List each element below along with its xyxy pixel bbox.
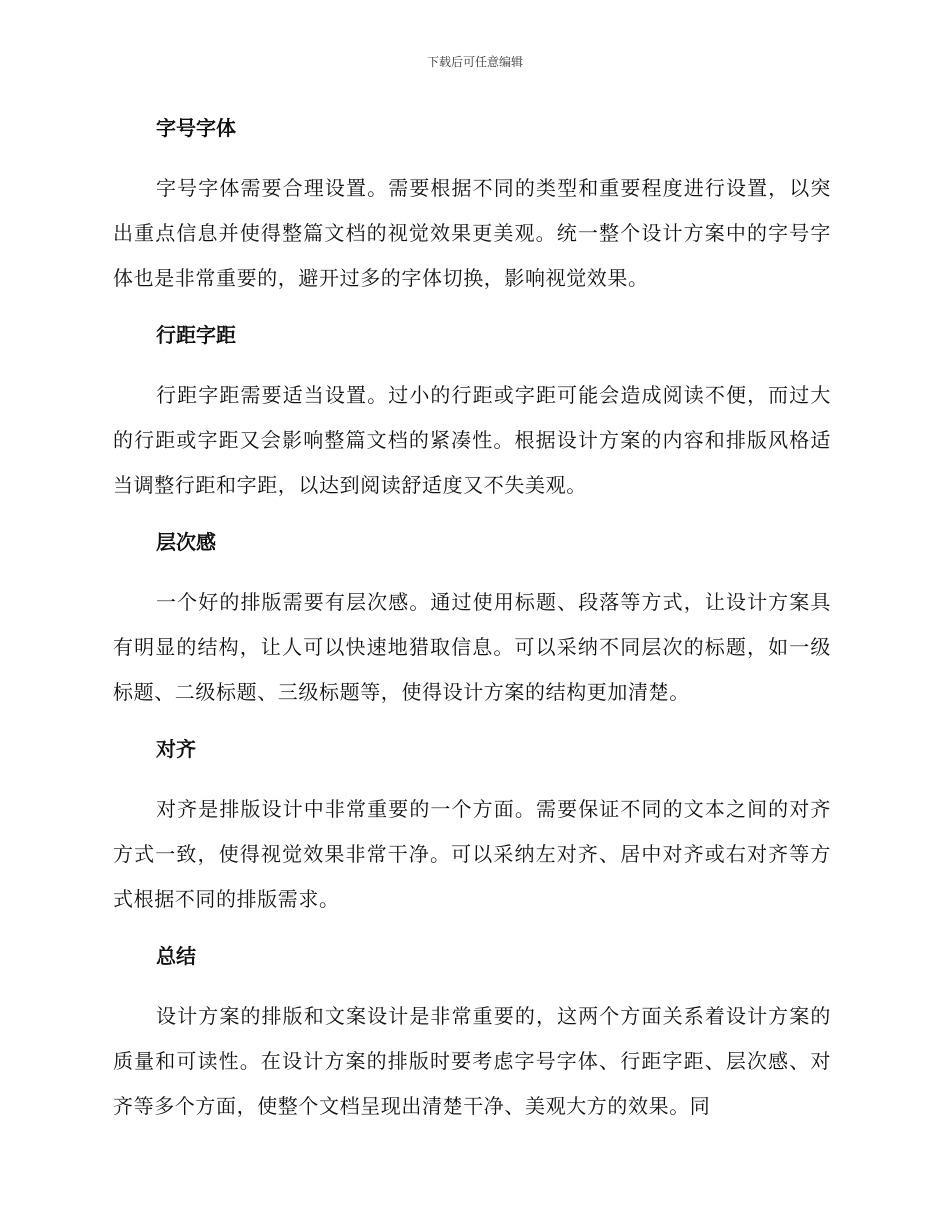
section-heading: 总结 bbox=[156, 944, 196, 968]
section-font-size bbox=[113, 112, 831, 301]
section-heading: 字号字体 bbox=[156, 116, 236, 140]
section-spacing bbox=[113, 319, 831, 508]
section-paragraph: 一个好的排版需要有层次感。通过使用标题、段落等方式，让设计方案具有明显的结构，让人可以快速地猎取信息。可以采纳不同层次的标题，如一级标题、二级标题、三级标题等，使得设计方案的结构更加清楚。 bbox=[113, 590, 831, 704]
section-paragraph: 对齐是排版设计中非常重要的一个方面。需要保证不同的文本之间的对齐方式一致，使得视觉效果非常干净。可以采纳左对齐、居中对齐或右对齐等方式根据不同的排版需求。 bbox=[113, 797, 831, 911]
document-content bbox=[113, 112, 831, 1147]
page-header: 下载后可任意编辑 bbox=[426, 55, 523, 69]
section-alignment bbox=[113, 733, 831, 922]
section-heading: 对齐 bbox=[156, 737, 196, 761]
section-paragraph: 字号字体需要合理设置。需要根据不同的类型和重要程度进行设置，以突出重点信息并使得整篇文档的视觉效果更美观。统一整个设计方案中的字号字体也是非常重要的，避开过多的字体切换，影响视觉效果。 bbox=[113, 176, 831, 290]
section-heading: 行距字距 bbox=[156, 323, 236, 347]
section-hierarchy bbox=[113, 526, 831, 715]
section-summary bbox=[113, 940, 831, 1129]
section-heading: 层次感 bbox=[156, 530, 216, 554]
section-paragraph: 行距字距需要适当设置。过小的行距或字距可能会造成阅读不便，而过大的行距或字距又会影响整篇文档的紧凑性。根据设计方案的内容和排版风格适当调整行距和字距，以达到阅读舒适度又不失美观。 bbox=[113, 383, 831, 497]
section-paragraph: 设计方案的排版和文案设计是非常重要的，这两个方面关系着设计方案的质量和可读性。在设计方案的排版时要考虑字号字体、行距字距、层次感、对齐等多个方面，使整个文档呈现出清楚干净、美观大方的效果。同 bbox=[113, 1004, 831, 1118]
